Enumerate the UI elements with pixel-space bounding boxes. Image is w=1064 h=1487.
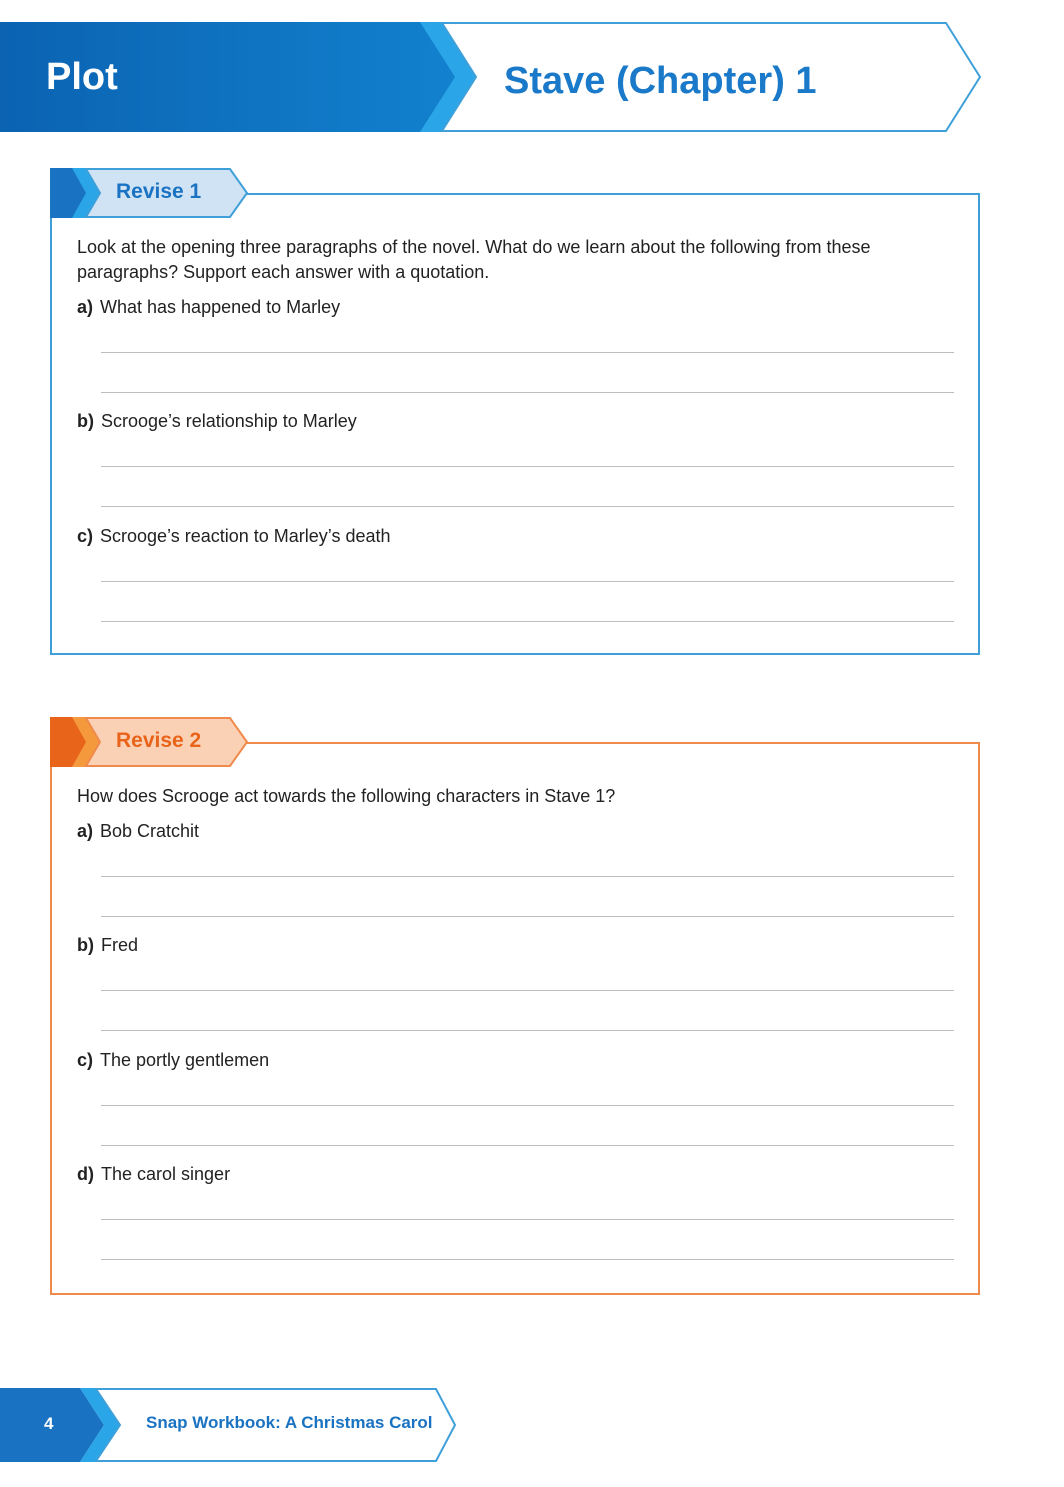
question-text: Fred bbox=[101, 935, 139, 955]
page-title: Stave (Chapter) 1 bbox=[504, 60, 817, 102]
question-letter: a) bbox=[77, 821, 94, 841]
answer-line[interactable] bbox=[101, 1030, 954, 1031]
revise-1-question-b bbox=[77, 411, 357, 432]
revise-1-question-a bbox=[77, 297, 340, 318]
question-text: Scrooge’s relationship to Marley bbox=[101, 411, 357, 431]
revise-1-instructions: Look at the opening three paragraphs of the novel. What do we learn about the following from these paragraphs? Support each answer with a quotation. bbox=[77, 237, 871, 282]
answer-line[interactable] bbox=[101, 466, 954, 467]
revise-1-question-c bbox=[77, 526, 391, 547]
answer-line[interactable] bbox=[101, 916, 954, 917]
answer-line[interactable] bbox=[101, 1145, 954, 1146]
revise-1-tab bbox=[50, 168, 250, 218]
header-banner-shape bbox=[0, 22, 1000, 136]
question-letter: b) bbox=[77, 935, 94, 955]
revise-1-label: Revise 1 bbox=[116, 180, 202, 203]
answer-line[interactable] bbox=[101, 1105, 954, 1106]
question-letter: a) bbox=[77, 297, 94, 317]
answer-line[interactable] bbox=[101, 506, 954, 507]
revise-2-question-c bbox=[77, 1050, 269, 1071]
question-text: Scrooge’s reaction to Marley’s death bbox=[100, 526, 391, 546]
question-text: Bob Cratchit bbox=[100, 821, 200, 841]
answer-line[interactable] bbox=[101, 990, 954, 991]
question-letter: c) bbox=[77, 1050, 94, 1070]
book-title: Snap Workbook: A Christmas Carol bbox=[146, 1413, 433, 1432]
question-letter: c) bbox=[77, 526, 94, 546]
page-header bbox=[0, 22, 1000, 136]
answer-line[interactable] bbox=[101, 876, 954, 877]
question-letter: b) bbox=[77, 411, 94, 431]
question-text: The portly gentlemen bbox=[100, 1050, 270, 1070]
answer-line[interactable] bbox=[101, 352, 954, 353]
revise-2-question-a bbox=[77, 821, 199, 842]
revise-2-tab bbox=[50, 717, 250, 767]
answer-line[interactable] bbox=[101, 1219, 954, 1220]
answer-line[interactable] bbox=[101, 621, 954, 622]
revise-2-label: Revise 2 bbox=[116, 729, 202, 752]
question-text: The carol singer bbox=[101, 1164, 231, 1184]
revise-2-instructions: How does Scrooge act towards the following characters in Stave 1? bbox=[77, 786, 616, 806]
revise-2-question-b bbox=[77, 935, 138, 956]
page-footer bbox=[0, 1388, 470, 1464]
page-number: 4 bbox=[44, 1414, 54, 1433]
section-title: Plot bbox=[46, 56, 118, 98]
question-text: What has happened to Marley bbox=[100, 297, 341, 317]
answer-line[interactable] bbox=[101, 392, 954, 393]
answer-line[interactable] bbox=[101, 1259, 954, 1260]
revise-2-question-d bbox=[77, 1164, 230, 1185]
question-letter: d) bbox=[77, 1164, 94, 1184]
answer-line[interactable] bbox=[101, 581, 954, 582]
